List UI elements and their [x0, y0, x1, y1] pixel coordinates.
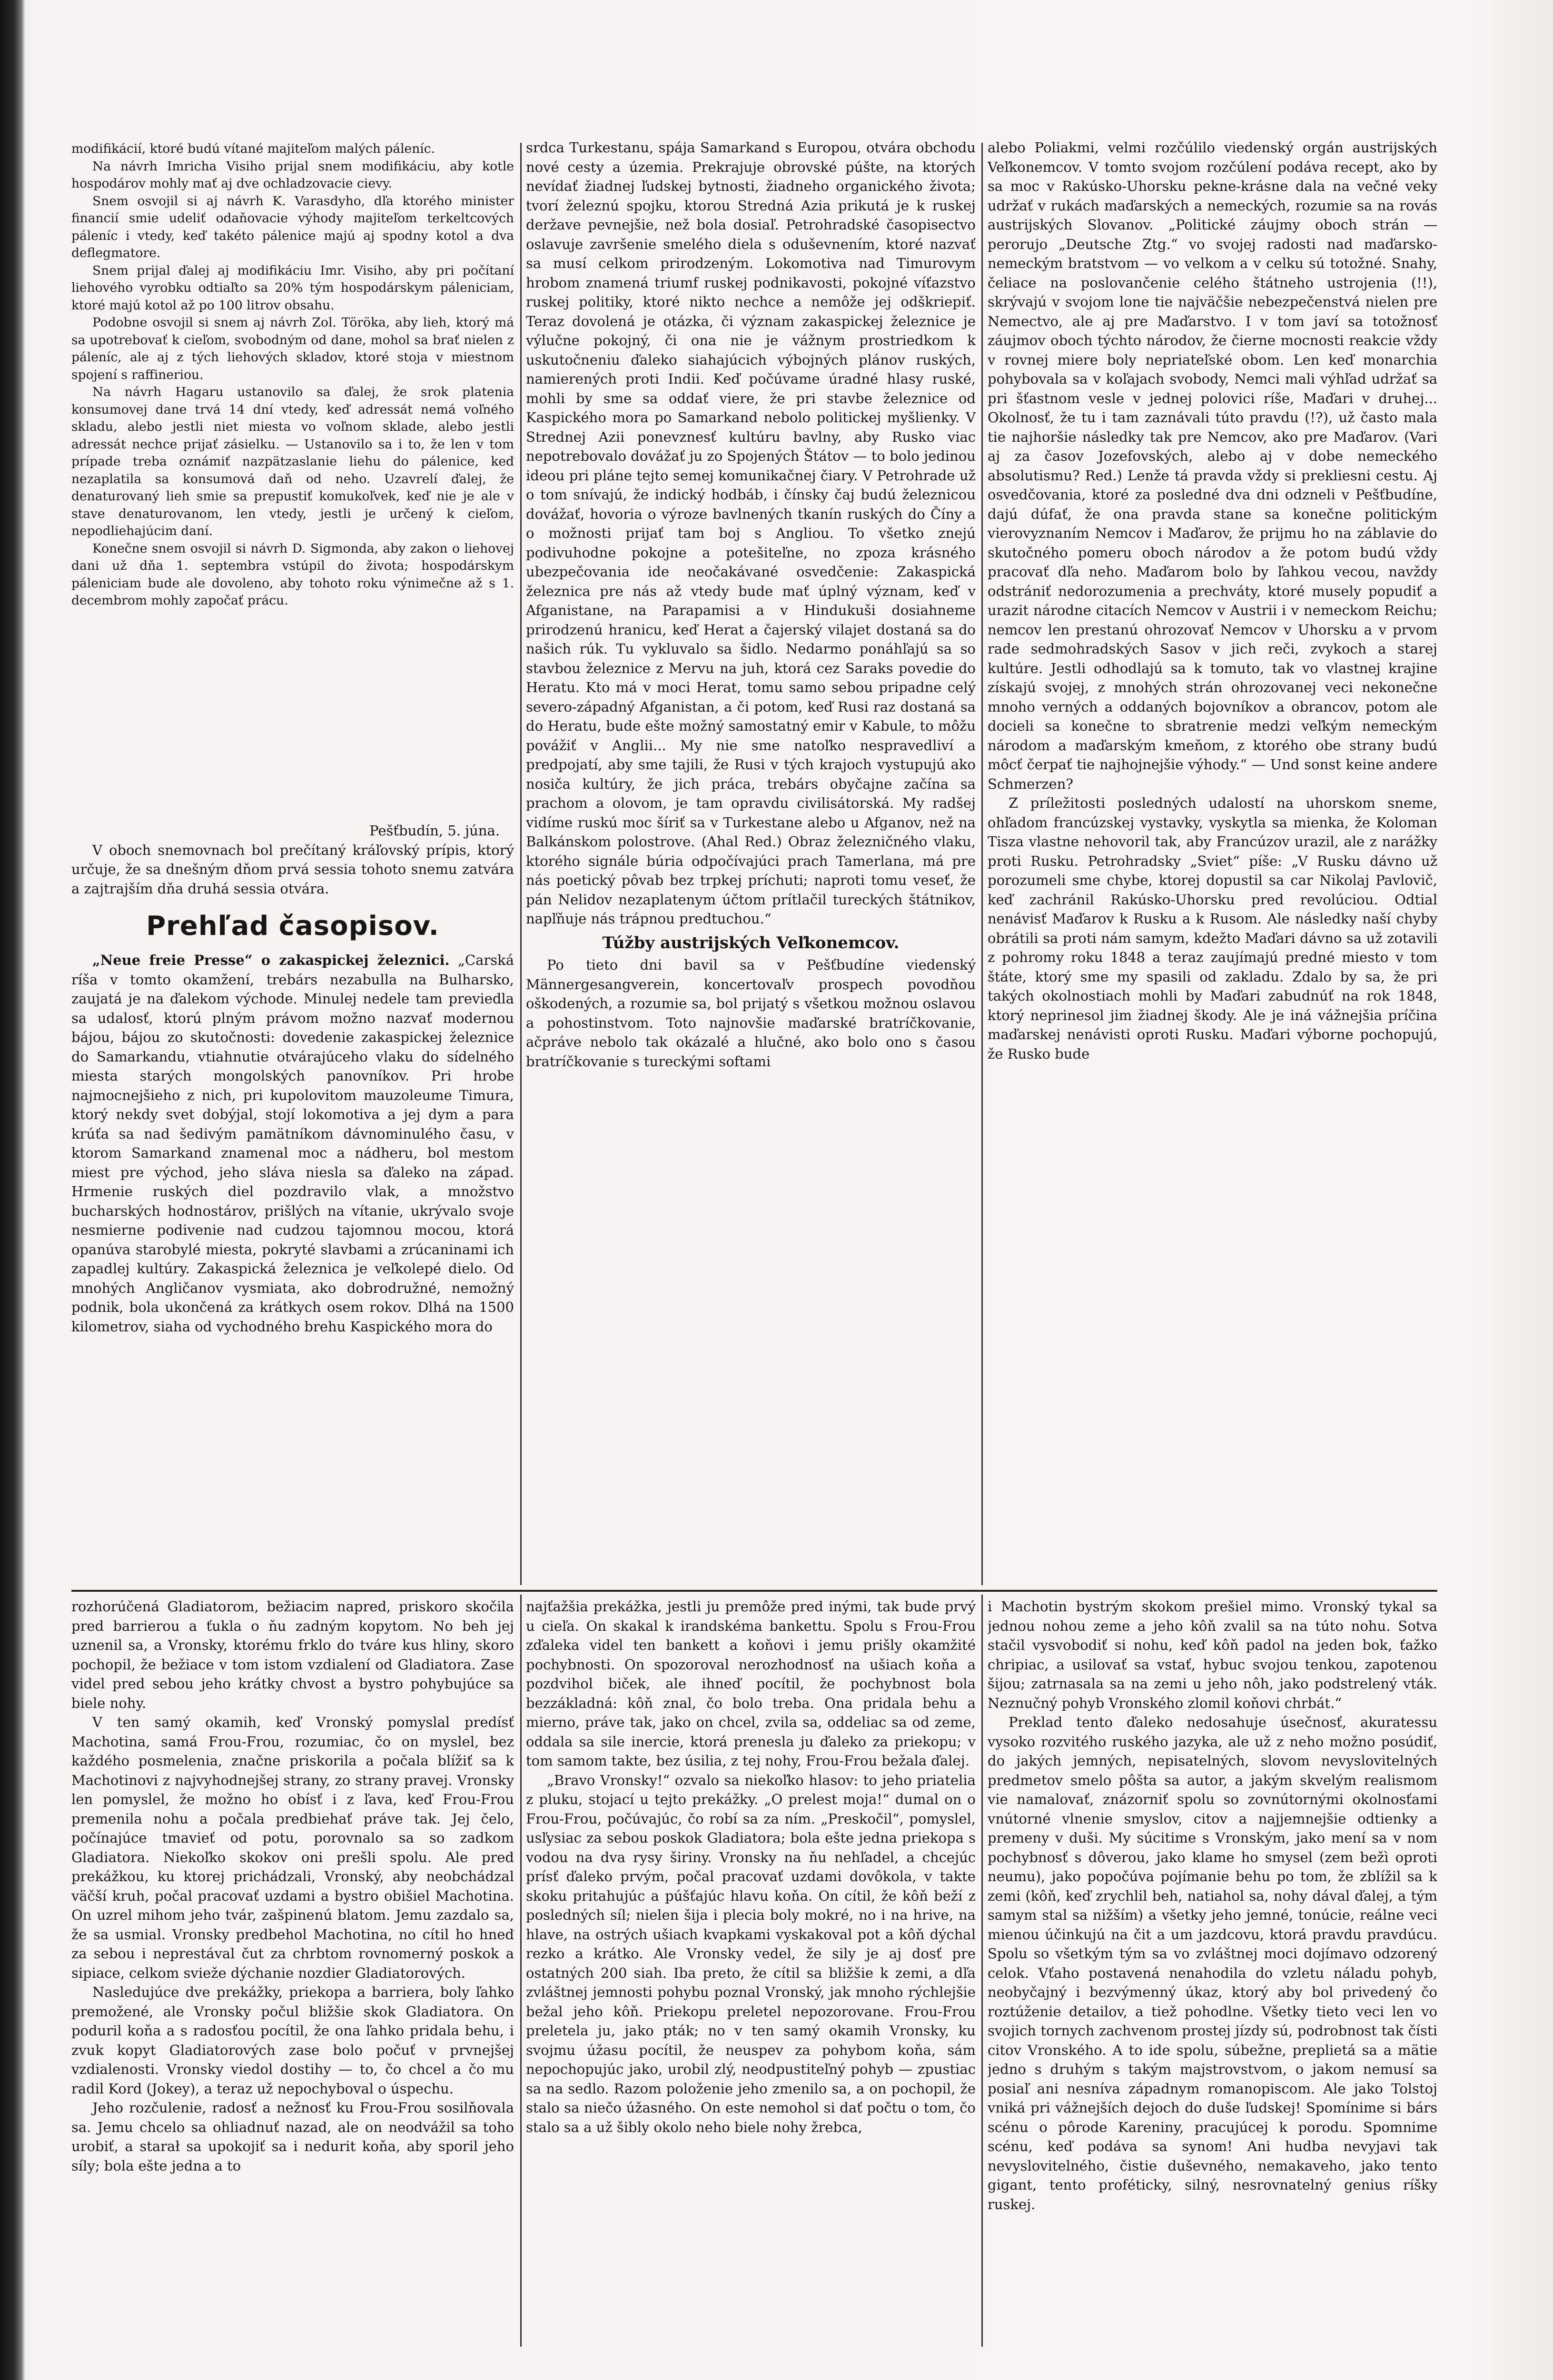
paragraph: modifikácií, ktoré budú vítané majiteľom malých páleníc. [71, 141, 435, 156]
paragraph: rozhorúčená Gladiatorom, bežiacim napred, priskoro skočila pred barrierou a ťukla o ňu zadným kopytom. No beh jej uznenil sa, a Vronsky, ktorému frklo do tváre kus hliny, skoro pochopil, že bežiace v tom istom vzdialení od Gladiatora. Zase videl pred sebou jeho krátky chvost a bystro pohybujúce sa biele nohy. [71, 1598, 514, 1711]
column-3-feuilleton [988, 1597, 1437, 2347]
paragraph: V ten samý okamih, keď Vronský pomyslal predísť Machotina, samá Frou-Frou, rozumiac, čo on myslel, bez každého posmelenia, značne priskorila a počala blížiť sa k Machotinovi z najvyhodnejšej strany, zo strany pravej. Vronsky len pomyslel, že možno ho obísť i z ľava, keď Frou-Frou premenila nohu a počala predbiehať práve tak. Jej čelo, počínajúce tmavieť od potu, porovnalo sa so zadkom Gladiatora. Niekoľko skokov oni prešli spolu. Ale pred prekážkou, ku ktorej prichádzali, Vronský, aby neobchádzal väčší kruh, počal pracovať uzdami a bystro obišiel Machotina. On uzrel mihom jeho tvár, zašpinenú blatom. Jemu zazdalo sa, že sa usmial. Vronsky predbehol Machotina, no cítil ho hneď za sebou i neprestával čut za chrbtom rovnomerný poskok a sipiace, celkom svieže dýchanie nozdier Gladiatorových. [71, 1714, 514, 1981]
column-divider [981, 143, 983, 1585]
paragraph: Na návrh Hagaru ustanovilo sa ďalej, že srok platenia konsumovej dane trvá 14 dní vtedy, keď adressát nemá voľného skladu, alebo jestli niet miesta vo voľnom sklade, alebo jestli adressát nechce prijať zásielku. — Ustanovilo sa i to, že len v tom prípade treba oznámiť nazpätzaslanie liehu do pálenice, keď nezaplatila sa konsumová daň od neho. Uzavrelí ďalej, že denaturovaný lieh smie sa prepustiť komukoľvek, keď nie je ale v stave denaturovanom, len vtedy, jestli je určený k cieľom, nepodliehajúcim daní. [71, 385, 514, 538]
paragraph: Jeho rozčulenie, radosť a nežnosť ku Frou-Frou sosilňovala sa. Jemu chcelo sa ohliadnuť nazad, ale on neodvážil sa toho urobiť, a starał sa upokojiť sa i nedurit koňa, aby sporil jeho síly; bola ešte jedna a to [71, 2100, 514, 2174]
paragraph: Konečne snem osvojil si návrh D. Sigmonda, aby zakon o liehovej dani už dňa 1. septembra vstúpil do života; hospodárskym páleniciam bude ale dovoleno, aby tohoto roku výnimečne až s 1. decembrom mohly započať prácu. [71, 541, 514, 608]
column-3-upper [988, 138, 1437, 1585]
paragraph: Nasledujúce dve prekážky, priekopa a barriera, boly ľahko premožené, ale Vronsky počul bližšie skok Gladiatora. On poduril koňa a s radosťou pocítil, že ona ľahko pridala behu, i zvuk kopyt Gladiatorových zase bolo počuť v prvnejšej vzdialenosti. Vronsky viedol dostihy — to, čo chcel a čo mu radil Kord (Jokey), a teraz už nepochyboval o úspechu. [71, 1984, 514, 2097]
column-divider [981, 1595, 983, 2347]
paragraph: Na návrh Imricha Visiho prijal snem modifikáciu, aby kotle hospodárov mohly mať aj dve ochladzovacie cievy. [71, 159, 514, 191]
paragraph: Preklad tento ďaleko nedosahuje úsečnosť, akuratessu vysoko rozvitého ruského jazyka, ale už z neho možno posúdiť, do jakých jemných, nepisatelných, slovom nevyslovitelných predmetov smelo pôšta sa autor, a jakým skvelým realismom vie namalovať, znázorniť spolu so zovnútornými okolnosťami vnútorné vlnenie smyslov, citov a najjemnejšie odtienky a premeny v duši. My súcitime s Vronským, jako mení sa v nom pochybnosť s dôverou, jako klame ho smysel (zem bežì oproti neumu), jako popočúva pojímanie behu po tom, že zblížil sa k zemi (kôň, keď zrychlil beh, natiahol sa, nohy dával ďalej, a tým samym stal sa nižším) a všetky jeho jemné, tonúcie, reálne veci mienou účinkujú na čit a um jazdcovu, ktorá pravdu pravdúcu. Spolu so všetkým tým sa vo zvláštnej moci dojímavo odzorený celok. Vťaho postavená nenahodila do vzletu náladu pohyb, neobyčajný i bezvýmenný úkaz, ktorý aby bol privedený čo roztúženie detailov, a tiež pohodlne. Všetky tieto veci len vo svojich tornych zachvenom prostej jízdy sú, podrobnost tak čísti citov Vronského. A to ide spolu, súbežne, preplietá sa a mätie jedno s druhým s takým majstrovstvom, o jakom nemusí sa posiaľ ani nesníva západnym romanopiscom. Ale jako Tolstoj vniká pri vážnejších dejoch do duše ľudskej! Spomínime si bárs scénu o pôrode Kareniny, pracujúcej k porodu. Spomnime scénu, keď podáva sa synom! Ani hudba nevyjavi tak nevyslovitelného, čistie duševného, nemakaveho, jako tento gigant, tento proféticky, silný, nesrovnatelný genius ríšky ruskej. [988, 1714, 1437, 2212]
paragraph: i Machotin bystrým skokom prešiel mimo. Vronský tykal sa jednou nohou zeme a jeho kôň zvalil sa na túto nohu. Sotva stačil vysvobodiť si nohu, keď kôň padol na jeden bok, ťažko chripiac, a usilovať sa vstať, hybuc svojou tenkou, zapotenou šijou; zatrnasala sa na zemi u jeho nôh, jako podstrelený vták. Neznučný pohyb Vronského zlomil koňovi chrbát.“ [988, 1598, 1437, 1711]
paragraph: Podobne osvojil si snem aj návrh Zol. Töröka, aby lieh, ktorý má sa upotrebovať k cieľom, svobodným od dane, mohol sa brať nielen z páleníc, ale aj z tých liehových skladov, ktoré stoja v miestnom spojení s raffineriou. [71, 315, 514, 382]
column-1-upper [71, 140, 514, 754]
paragraph: srdca Turkestanu, spája Samarkand s Europou, otvára obchodu nové cesty a územia. Prekrajuje obrovské púšte, na ktorých nevídať žiadnej ľudskej bytnosti, žiadneho organického života; tvorí železnú spojku, ktorou Stredná Azia prikutá je k ruskej deržave pevnejšie, než bola dosiaľ. Petrohradské časopisectvo oslavuje završenie smelého diela s oduševnením, ktoré nazvať sa musí celkom prirodzeným. Lokomotiva nad Timurovym hrobom znamená triumf ruskej podnikavosti, pokojné víťazstvo ruskej politiky, ktoré nikto nechce a nemôže jej odškriepiť. Teraz dovolená je otázka, či význam zakaspickej železnice je výlučne pokojný, či ona nie je vážnym prostriedkom k uskutočneniu ďaleko siahajúcich výbojných plánov ruských, namierených proti Indii. Keď počúvame úradné hlasy ruské, mohli by sme sa oddať viere, že pri stavbe železnice od Kaspického mora po Samarkand nebolo politickej myšlienky. V Strednej Azii ponevznesť kultúru bavlny, aby Rusko viac nepotrebovalo dovážať ju zo Spojených Štátov — to bolo jedinou ideou pri pláne tejto semej komunikačnej čiary. V Petrohrade už o tom snívajú, že indický hodbáb, i čínsky čaj budú železnicou dovážať, hovoria o výroze bavlnených tkanín ruských do Číny a o možnosti prijať tam boj s Angliou. To všetko znejú podivuhodne pokojne a potešiteľne, no zpoza krásného ubezpečovania ide neočakávané osvedčenie: Zakaspická železnica pre nás až vtedy bude mať úplný význam, keď v Afganistane, na Parapamisi a v Hindukuši dosiahneme prirodzenú hranicu, keď Herat a čajerský vilajet dostaná sa do našich rúk. Tu vykluvalo sa šidlo. Nedarmo ponáhľajú sa so stavbou železnice z Mervu na juh, ktorá cez Saraks povedie do Heratu. Kto má v moci Herat, tomu samo sebou pripadne celý severo-západný Afganistan, a či potom, keď Rusi raz dostaná sa do Heratu, bude ešte možný samostatný emir v Kabule, to môžu povážiť v Anglii... My nie sme natoľko nespravedliví a predpojatí, aby sme tajili, že Rusi v tých krajoch vystupujú ako nosiča kultúry, že jich práca, trebárs obyčajne začína sa prachom a olovom, je tam opravdu civilisátorská. My radšej vidíme ruskú moc šíriť sa v Turkestane alebo u Afganov, než na Balkánskom polostrove. (Ahal Red.) Obraz železničného vlaku, ktorého signále búria odpočívajúci prach Tamerlana, má pre nás poetický pôvab bez trpkej príchuti; naproti tomu veseť, že pán Nelidov nezaplatenym účtom prítlačil tureckých štátnikov, napľňuje nás trápnou predtuchou.“ [526, 139, 976, 927]
paragraph: Snem prijal ďalej aj modifikáciu Imr. Visiho, aby pri počítaní liehového vyrobku odtiaľto sa 20% tým hospodárskym páleniciam, ktoré majú kotol až po 100 litrov obsahu. [71, 263, 514, 313]
paragraph: V oboch snemovnach bol prečítaný kráľovský prípis, ktorý určuje, že sa dnešným dňom prvá sessia tohoto snemu zatvára a zajtrajším dňa druhá sessia otvára. [71, 842, 514, 897]
column-2-feuilleton [526, 1597, 976, 2347]
dateline: Pešťbudín, 5. júna. [369, 823, 500, 839]
column-1-feuilleton [71, 1597, 514, 2347]
paragraph [71, 951, 514, 1336]
article-heading: Túžby austrijských Veľkonemcov. [602, 933, 900, 952]
binding-edge [0, 0, 25, 2380]
paragraph: „Bravo Vronsky!“ ozvalo sa niekoľko hlasov: to jeho priatelia z pluku, stojací u tejto prekážky. „O prelest moja!“ dumal on o Frou-Frou, počúvajúc, čo robí sa za ním. „Preskočil“, pomyslel, usľysiac za sebou poskok Gladiatora; bola ešte jedna priekopa s vodou na dva rysy širiny. Vronsky na ňu nehľadel, a chcejúc prísť ďaleko prvým, počal pracovať uzdami dovôkola, v takte skoku pritahujúc a púšťajúc hlavu koňa. On cítil, že kôň beží z posledných síl; nielen šija i plecia boly mokré, no i na hrive, na hlave, na ostrých ušiach kvapkami vyskakoval pot a kôň dýchal rezko a krátko. Ale Vronsky vedel, že sily je aj dosť pre ostatných 200 siah. Iba preto, že cítil sa bližšie k zemi, a dľa zvláštnej jemnosti pohybu poznal Vronský, jak mnoho rýchlejšie bežal jeho kôň. Priekopu preletel nepozorovane. Frou-Frou preletela ju, jako pták; no v ten samý okamih Vronsky, ku svojmu úžasu pocítil, že neuspev za pohybom koňa, sám nepochopujúc jako, urobil zlý, neodpustiteľný pohyb — zpustiac sa na sedlo. Razom položenie jeho zmenilo sa, a on pochopil, že stalo sa niečo úžasného. On este nemohol si dať počtu o tom, čo stalo sa a už šibly okolo neho biele nohy žrebca, [526, 1772, 976, 2135]
paragraph: Z príležitosti posledných udalostí na uhorskom sneme, ohľadom francúzskej vystavky, vyskytla sa mienka, že Koloman Tisza vlastne nehovoril tak, aby Francúzov urazil, ale z narážky proti Rusku. Petrohradsky „Sviet“ píše: „V Rusku dávno už porozumeli sme chybe, ktorej dopustil sa car Nikolaj Pavlovič, keď zachránil Rakúsko-Uhorsku pred revolúciou. Odtiaľ nenávisť Maďarov k Rusku a k Rusom. Ale následky naší chyby obrátili sa proti nám samym, kdežto Maďari dávno sa už zotavili z pohromy roku 1848 a teraz zaujímajú predné miesto v tom štáte, ktorý sme my spasili od zakladu. Zdalo by sa, že pri takých okolnostiach mohli by Maďari zabudnúť na rok 1848, ktorý neprinesol jim žiadnej škody. Ale je iná vážnejšia príčina maďarskej nenávisti oproti Rusku. Maďari výborne pochopujú, že Rusko bude [988, 795, 1437, 1062]
section-divider [71, 1590, 1437, 1592]
column-divider [520, 1595, 522, 2347]
section-heading: Prehľad časopisov. [146, 911, 439, 942]
paragraph: Snem osvojil si aj návrh K. Varasdyho, dľa ktorého minister financií smie udeliť odaňovacie výhody majiteľom terkeltcových páleníc i vtedy, keď takéto pálenice majú aj spodny kotol a dva deflegmatore. [71, 193, 514, 260]
paragraph: alebo Poliakmi, velmi rozčúlilo viedenský orgán austrijských Veľkonemcov. V tomto svojom rozčúlení podáva recept, ako by sa moc v Rakúsko-Uhorsku pekne-krásne dala na večné veky udržať v rukách maďarských a nemeckých, rozumie sa na rovás austrijských Slovanov. „Politické záujmy oboch strán — perorujo „Deutsche Ztg.“ vo svojej radosti nad maďarsko-nemeckým bratstvom — vo velkom a v celku sú totožné. Snahy, čeliace na poslovančenie celého štátneho ustrojenia (!!), skrývajú v svojom lone tie najväčšie nebezpečenstvá nielen pre Nemectvo, ale aj pre Maďarstvo. I v tom javí sa totožnosť záujmov oboch týchto národov, že čierne mocnosti reakcie vždy v rovnej miere boly nepriateľské obom. Len keď monarchia pohybovala sa v koľajach svobody, Nemci mali výhľad udržať sa pri šťastnom vesle v jednej polovici ríše, Maďari v druhej... Okolnosť, že tu i tam zaznávali túto pravdu (!?), už často mala tie najhoršie následky tak pre Nemcov, ako pre Maďarov. (Vari aj za časov Jozefovských, alebo aj v dobe nemeckého absolutismu? Red.) Lenže tá pravda vždy si prekliesni cestu. Aj osvedčovania, ktoré za posledné dva dni odzneli v Pešťbudíne, dajú dúfať, že ona pravda stane sa konečne politickým vierovyznaním Nemcov i Maďarov, že prijmu ho na záblavie do skutočného pomeru oboch národov a že potom budú vždy pracovať dľa neho. Maďarom bolo by ľahkou vecou, navždy odstrániť nedorozumenia a prechváty, ktoré musely popudiť a urazit národne citacích Nemcov v Austrii i v nemeckom Reichu; nemcov len prestanú ohrozovať Nemcov v Uhorsku a v prvom rade sedmohradských Sasov v jich reči, zvykoch a starej kultúre. Jestli odhodlajú sa k tomuto, tak vo vlastnej krajine získajú svojej, z mnohých strán ohrozovanej veci nekonečne mnoho verných a oddaných bojovníkov a obrancov, potom ale docieli sa konečne to sbratrenie medzi veľkým nemeckým národom a maďarským kmeňom, z ktorého obe strany budú môcť čerpať tie najhojnejšie výhody.“ — Und sonst keine andere Schmerzen? [988, 139, 1437, 792]
press-lead: „Neue freie Presse“ o zakaspickej železnici. [92, 952, 450, 968]
paragraph-text: „Carská ríša v tomto okamžení, trebárs nezabulla na Bulharsko, zaujatá je na ďalekom východe. Minulej nedele tam previedla sa udalosť, ktorú plným právom možno nazvať modernou bájou, bájou zo skutočnosti: dovedenie zakaspickej železnice do Samarkandu, vtiahnutie otvárajúceho vlaku do sídelného miesta starých mongolských panovníkov. Pri hrobe najmocnejšieho z nich, pri kupolovitom mauzoleume Timura, ktorý nekdy svet dobýjal, stojí lokomotiva a jej dym a para krúťa sa nad šedivým pamätníkom dávnominulého času, v ktorom Samarkand znamenal moc a nádheru, bol mestom miest pre východ, jeho sláva niesla sa ďaleko na západ. Hrmenie ruských diel pozdravilo vlak, a množstvo bucharských hodnostárov, prišlých na vítanie, ukrývalo svoje nesmierne podivenie nad cudzou tajomnou mocou, ktorá opanúva starobylé miesta, pokryté slavbami a zrúcaninami ich zapadlej kultúry. Zakaspická železnica je veľkolepé dielo. Od mnohých Angličanov vysmiata, ako dobrodružné, nemožný podnik, bola ukončená za krátkych osem rokov. Dlhá na 1500 kilometrov, siaha od vychodného brehu Kaspického mora do [71, 952, 514, 1335]
paragraph: najťažšia prekážka, jestli ju premôže pred inými, tak bude prvý u cieľa. On skakal k irandskéma bankettu. Spolu s Frou-Frou zďaleka videl ten bankett a koňovi i jemu prišly okamžité pochybnosti. On spozoroval nerozhodnosť na ušiach koňa a pozdvihol biček, ale ihneď pocítil, že pochybnost bola bezzákladná: kôň znal, čo bolo treba. Ona pridala behu a mierno, práve tak, jako on chcel, zvila sa, oddeliac sa od zeme, oddala sa sile inercie, ktorá prenesla ju ďaleko za priekopu; v tom samom takte, bez úsilia, z tej nohy, Frou-Frou bežala ďalej. [526, 1598, 976, 1769]
column-1-lower-upper [71, 821, 514, 1583]
column-divider [520, 143, 522, 1585]
column-2-upper [526, 138, 976, 1585]
paragraph: Po tieto dni bavil sa v Pešťbudíne viedenský Männergesangverein, koncertovaľv prospech povodňou oškodených, a rozumie sa, bol prijatý s všetkou možnou oslavou a pohostinstvom. Toto najnovšie maďarské bratríčkovanie, ačpráve nebolo tak okázalé a hlučné, ako bolo ono s časou bratríčkovanie s tureckými softami [526, 957, 976, 1070]
